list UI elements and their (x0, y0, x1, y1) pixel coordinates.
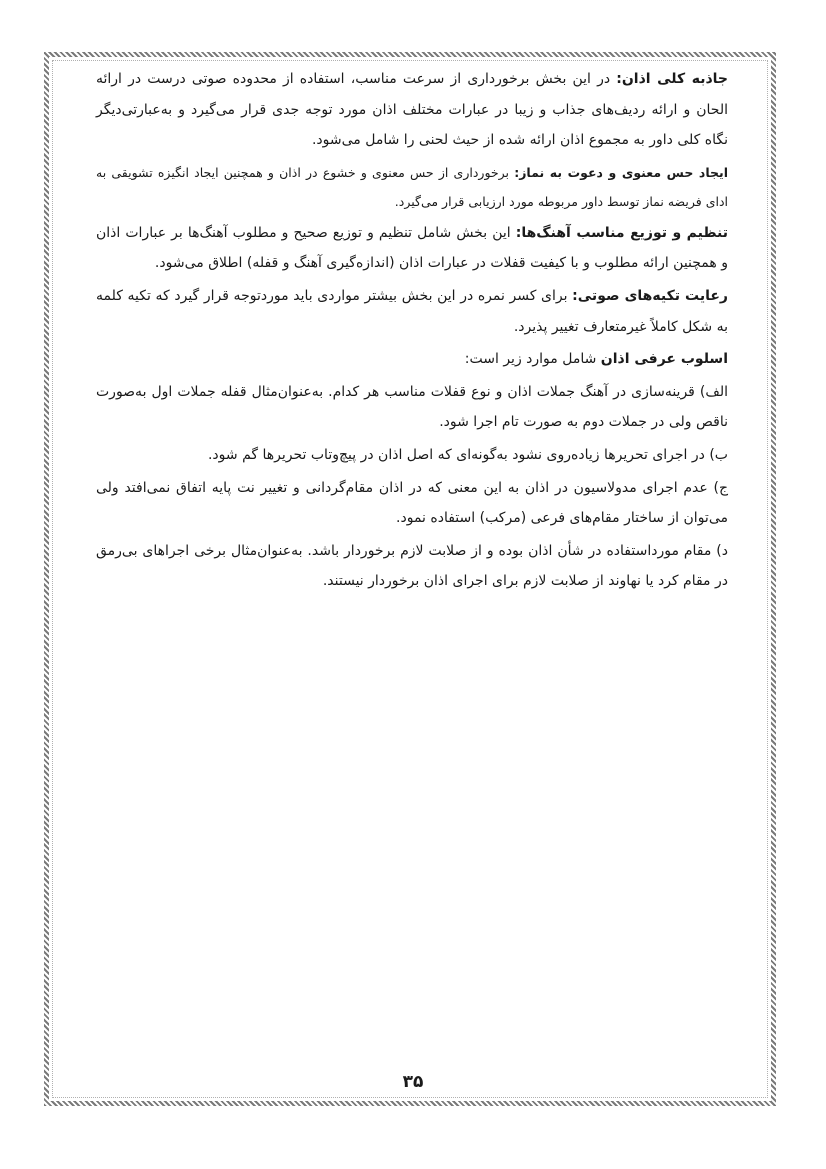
paragraph-heading: تنظیم و توزیع مناسب آهنگ‌ها: (515, 224, 728, 241)
paragraph-customary-style (96, 344, 728, 375)
page-number: ۳۵ (402, 1072, 424, 1092)
paragraph-text: شامل موارد زیر است: (464, 351, 601, 368)
paragraph-vocal-stress (96, 281, 728, 342)
paragraph-spiritual-feeling (96, 158, 728, 216)
paragraph-text: برخورداری از حس معنوی و خشوع در اذان و همچنین ایجاد انگیزه تشویقی به ادای فریضه نماز توسط داور مربوطه مورد ارزیابی قرار می‌گیرد. (96, 164, 728, 209)
paragraph-heading: جاذبه کلی اذان: (616, 71, 728, 87)
list-item: ب) در اجرای تحریرها زیاده‌روی نشود به‌گونه‌ای که اصل اذان در پیچ‌وتاب تحریرها گم شود. (207, 446, 728, 463)
paragraph-text: برای کسر نمره در این بخش بیشتر مواردی باید موردتوجه قرار گیرد که تکیه کلمه به شکل کاملاً غیرمتعارف تغییر پذیرد. (96, 287, 728, 335)
document-body (96, 64, 728, 599)
paragraph-heading: ایجاد حس معنوی و دعوت به نماز: (514, 164, 729, 180)
list-item: د) مقام مورداستفاده در شأن اذان بوده و از صلابت لازم برخوردار باشد. به‌عنوان‌مثال برخی اجراهای بی‌رمق در مقام کرد یا نهاوند از صلابت لازم برای اجرای اذان برخوردار نیستند. (96, 542, 728, 590)
list-item: الف) قرینه‌سازی در آهنگ جملات اذان و نوع قفلات مناسب هر کدام. به‌عنوان‌مثال قفله جملات اول به‌صورت ناقص ولی در جملات دوم به صورت تام اجرا شود. (96, 383, 728, 431)
paragraph-overall-appeal (96, 64, 728, 156)
paragraph-heading: اسلوب عرفی اذان (600, 351, 728, 368)
paragraph-heading: رعایت تکیه‌های صوتی: (572, 287, 728, 304)
paragraph-text: این بخش شامل تنظیم و توزیع صحیح و مطلوب آهنگ‌ها بر عبارات اذان و همچنین ارائه مطلوب و با کیفیت قفلات در عبارات اذان (اندازه‌گیری آهنگ و قفله) اطلاق می‌شود. (96, 224, 728, 272)
paragraph-text: در این بخش برخورداری از سرعت مناسب، استفاده از محدوده صوتی درست در ارائه الحان و ارائه ردیف‌های جذاب و زیبا در عبارات مختلف اذان مورد توجه جدی قرار می‌گیرد و به‌عبارتی‌دیگر نگاه کلی داور به مجموع اذان ارائه شده از حیث لحنی را شامل می‌شود. (96, 71, 728, 149)
list-item: ج) عدم اجرای مدولاسیون در اذان به این معنی که در اذان مقام‌گردانی و تغییر نت پایه اتفاق نمی‌افتد ولی می‌توان از ساختار مقام‌های فرعی (مرکب) استفاده نمود. (96, 479, 728, 527)
paragraph-melody-arrangement (96, 218, 728, 279)
